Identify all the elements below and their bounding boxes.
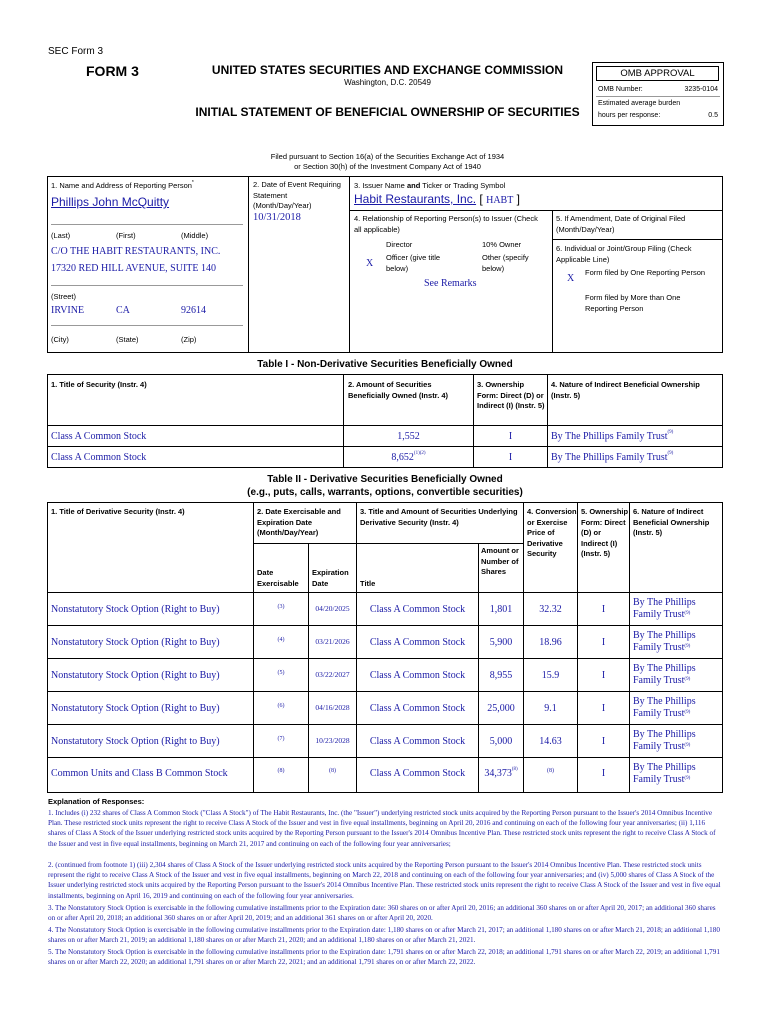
filed-pursuant-1: Filed pursuant to Section 16(a) of the Securities Exchange Act of 1934 bbox=[270, 152, 505, 161]
box1-label: 1. Name and Address of Reporting Person* bbox=[51, 180, 194, 190]
table2-row-5-price: 14.63 bbox=[539, 736, 562, 747]
table2-header-ownership: 5. Ownership Form: Direct (D) or Indirect (I) (Instr. 5) bbox=[581, 507, 629, 558]
table2-row-3-amount: 8,955 bbox=[489, 670, 513, 681]
zip-value: 92614 bbox=[181, 305, 206, 316]
table1-row-1-form: I bbox=[508, 431, 513, 442]
ten-percent-owner-label: 10% Owner bbox=[482, 240, 522, 249]
table2-row-2-exercisable: (4) bbox=[277, 637, 285, 643]
last-label: (Last) bbox=[51, 231, 71, 240]
table2-row-4-underlying: Class A Common Stock bbox=[369, 703, 466, 714]
omb-number-label: OMB Number: bbox=[598, 86, 643, 93]
multiple-persons-label: Form filed by More than One Reporting Person bbox=[585, 293, 681, 313]
omb-hours-value: 0.5 bbox=[708, 112, 718, 119]
table2-row-4-nature: By The Phillips Family Trust$^{(9)}$ bbox=[633, 696, 696, 719]
table2-row-4-price: 9.1 bbox=[544, 703, 557, 714]
table2-row-1-underlying: Class A Common Stock bbox=[369, 604, 466, 615]
table2-row-4-title: Nonstatutory Stock Option (Right to Buy) bbox=[51, 703, 220, 714]
first-label: (First) bbox=[116, 231, 136, 240]
box3-label: 3. Issuer Name and Ticker or Trading Symbol bbox=[354, 181, 506, 190]
table2-header-conversion: 4. Conversion or Exercise Price of Derivative Security bbox=[527, 507, 577, 558]
one-person-label: Form filed by One Reporting Person bbox=[585, 268, 706, 277]
table2-row-5-expiration: 10/23/2028 bbox=[315, 736, 350, 745]
table2-row-3-title: Nonstatutory Stock Option (Right to Buy) bbox=[51, 670, 220, 681]
officer-label: Officer (give title below) bbox=[386, 253, 441, 273]
table2-header-und-amount: Amount or Number of Shares bbox=[481, 546, 519, 576]
table2-row-6-underlying: Class A Common Stock bbox=[369, 768, 466, 779]
table2-row-5-form: I bbox=[601, 736, 606, 747]
table1-title: Table I - Non-Derivative Securities Beneficially Owned bbox=[257, 359, 513, 370]
table2-title: Table II - Derivative Securities Beneficially Owned bbox=[267, 474, 503, 485]
ticker-symbol: HABT bbox=[486, 195, 514, 206]
table2-row-4-amount: 25,000 bbox=[487, 703, 515, 714]
table2-row-2-form: I bbox=[601, 637, 606, 648]
table2-header-underlying: 3. Title and Amount of Securities Underlying Derivative Security (Instr. 4) bbox=[360, 507, 518, 527]
street-label: (Street) bbox=[51, 292, 77, 301]
table2-header-dates: 2. Date Exercisable and Expiration Date (Month/Day/Year) bbox=[257, 507, 341, 537]
table2-header-date-exercisable: Date Exercisable bbox=[257, 568, 299, 588]
footnote-4: 4. The Nonstatutory Stock Option is exercisable in the following cumulative installments prior to the Expiration date: 1,180 shares on or after March 21, 2017; an additional 1,180 shares on or after March 21, 2018; an additional 1,180 shares on or after March 21, 2019; an additional 1,180 shares on or after March 21, 2020; and an additional 1,180 shares on or after March 21, 2021. bbox=[48, 926, 720, 945]
table1-header-nature: 4. Nature of Indirect Beneficial Ownership (Instr. 5) bbox=[551, 380, 700, 400]
table2-row-5-amount: 5,000 bbox=[489, 736, 513, 747]
sec-form-label: SEC Form 3 bbox=[48, 46, 104, 57]
omb-approval-box bbox=[592, 62, 724, 126]
table1-row-2-amount: $8,652^{(1)(2)}$ bbox=[391, 451, 426, 463]
table2-row-1-amount: 1,801 bbox=[489, 604, 513, 615]
table2-row-1-form: I bbox=[601, 604, 606, 615]
table2-row-2-price: 18.96 bbox=[539, 637, 562, 648]
table1-header-ownership: 3. Ownership Form: Direct (D) or Indirect (I) (Instr. 5) bbox=[477, 380, 545, 410]
address-line-1: C/O THE HABIT RESTAURANTS, INC. bbox=[51, 246, 221, 257]
table2-row-2-underlying: Class A Common Stock bbox=[369, 637, 466, 648]
table2-header-und-title: Title bbox=[360, 579, 376, 588]
table2-row-1-expiration: 04/20/2025 bbox=[315, 604, 350, 613]
table2-row-2-amount: 5,900 bbox=[489, 637, 513, 648]
box5-label: 5. If Amendment, Date of Original Filed (Month/Day/Year) bbox=[556, 214, 686, 234]
table1-row-2-title: Class A Common Stock bbox=[51, 452, 147, 463]
table2-row-4-expiration: 04/16/2028 bbox=[315, 703, 350, 712]
table2-header-expiration: Expiration Date bbox=[312, 568, 349, 588]
table2-header-title: 1. Title of Derivative Security (Instr. 4) bbox=[51, 507, 185, 516]
table1-header-title: 1. Title of Security (Instr. 4) bbox=[51, 380, 147, 389]
omb-title: OMB APPROVAL bbox=[596, 66, 719, 81]
table2-row-3-nature: By The Phillips Family Trust$^{(9)}$ bbox=[633, 663, 696, 686]
statement-title: INITIAL STATEMENT OF BENEFICIAL OWNERSHIP OF SECURITIES bbox=[195, 105, 580, 119]
footnote-1: 1. Includes (i) 232 shares of Class A Common Stock ("Class A Stock") of The Habit Restaurants, Inc. (the "Issuer") underlying restricted stock units acquired by the Reporting Person pursuant to the Issuer's 2014 Omnibus Incentive Plan. These restricted stock units represent the right to receive Class A Stock of the Issuer and vest in five equal installments, beginning on April 20, 2016 and continuing on each of the following four year anniversaries; (ii) 1,116 shares of Class A Stock of the Issuer underlying restricted stock units acquired by the Reporting Person pursuant to the Issuer's 2014 Omnibus Incentive Plan. These restricted stock units represent the right to receive Class A Stock of the Issuer and vest in five equal installments, beginning on March 21, 2017 and continuing on each of the following four year anniversaries; bbox=[48, 809, 716, 848]
form-title: FORM 3 bbox=[86, 63, 139, 79]
footnote-5: 5. The Nonstatutory Stock Option is exercisable in the following cumulative installments prior to the Expiration date: 1,791 shares on or after March 22, 2018; an additional 1,791 shares on or after March 22, 2019; an additional 1,791 shares on or after March 22, 2020; an additional 1,791 shares on or after March 22, 2021; and an additional 1,791 shares on or after March 22, 2022. bbox=[48, 948, 720, 967]
event-date: 10/31/2018 bbox=[253, 212, 301, 223]
table2-row-6-expiration: (8) bbox=[329, 768, 336, 774]
other-label: Other (specify below) bbox=[482, 253, 529, 273]
state-label: (State) bbox=[116, 335, 139, 344]
table2-row-5-underlying: Class A Common Stock bbox=[369, 736, 466, 747]
table2-row-1-title: Nonstatutory Stock Option (Right to Buy) bbox=[51, 604, 220, 615]
officer-checkmark: X bbox=[366, 258, 374, 269]
table2-row-6-price: (8) bbox=[547, 768, 554, 774]
table2-row-5-nature: By The Phillips Family Trust$^{(9)}$ bbox=[633, 729, 696, 752]
zip-label: (Zip) bbox=[181, 335, 197, 344]
agency-city: Washington, D.C. 20549 bbox=[344, 78, 431, 87]
table2-row-1-exercisable: (3) bbox=[277, 604, 285, 610]
table2-row-5-exercisable: (7) bbox=[277, 736, 285, 742]
one-person-checkmark: X bbox=[567, 273, 575, 284]
table2-row-4-form: I bbox=[601, 703, 606, 714]
middle-label: (Middle) bbox=[181, 231, 209, 240]
table2-row-6-amount: 34,373$^{(8)}$ bbox=[484, 767, 518, 779]
table2-row-6-exercisable: (8) bbox=[277, 768, 285, 774]
table2-subtitle: (e.g., puts, calls, warrants, options, convertible securities) bbox=[247, 487, 523, 498]
box2-label: 2. Date of Event Requiring Statement (Month/Day/Year) bbox=[253, 180, 341, 210]
table2-row-2-expiration: 03/21/2026 bbox=[315, 637, 350, 646]
footnote-2: 2. (continued from footnote 1) (iii) 2,304 shares of Class A Stock of the Issuer underlying restricted stock units acquired by the Reporting Person pursuant to the Issuer's 2014 Omnibus Incentive Plan. These restricted stock units represent the right to receive Class A Stock of the Issuer and vest in five equal installments, beginning on March 22, 2018 and continuing on each of the following four year anniversaries; and (iv) 5,000 shares of Class A Stock of the Issuer underlying restricted stock units acquired by the Reporting Person pursuant to the Issuer's 2014 Omnibus Incentive Plan. These restricted stock units represent the right to receive Class A Stock of the Issuer and vest in five equal installments, beginning on April 16, 2019 and continuing on each of the following four year anniversaries. bbox=[48, 861, 721, 900]
agency-title: UNITED STATES SECURITIES AND EXCHANGE COMMISSION bbox=[211, 63, 564, 77]
table1-row-1-nature: By The Phillips Family Trust$^{(9)}$ bbox=[551, 430, 674, 442]
director-label: Director bbox=[386, 240, 413, 249]
table2-row-2-nature: By The Phillips Family Trust$^{(9)}$ bbox=[633, 630, 696, 653]
table1-row-1-amount: 1,552 bbox=[397, 431, 420, 442]
footnote-3: 3. The Nonstatutory Stock Option is exercisable in the following cumulative installments prior to the Expiration date: 360 shares on or after April 20, 2016; an additional 360 shares on or after April 20, 2017; an additional 360 shares on or after April 20, 2018; an additional 360 shares on or after April 20, 2019; and an additional 361 shares on or after April 20, 2020. bbox=[48, 904, 716, 923]
table1-row-2-form: I bbox=[508, 452, 513, 463]
issuer-name-link[interactable]: Habit Restaurants, Inc. bbox=[354, 192, 477, 206]
table2-row-6-title: Common Units and Class B Common Stock bbox=[51, 768, 228, 779]
table2-row-3-form: I bbox=[601, 670, 606, 681]
table2-row-1-nature: By The Phillips Family Trust$^{(9)}$ bbox=[633, 597, 696, 620]
box4-label: 4. Relationship of Reporting Person(s) to Issuer (Check all applicable) bbox=[354, 214, 538, 234]
city-label: (City) bbox=[51, 335, 69, 344]
table2-row-6-nature: By The Phillips Family Trust$^{(9)}$ bbox=[633, 762, 696, 785]
table1-row-2-nature: By The Phillips Family Trust$^{(9)}$ bbox=[551, 451, 674, 463]
table2-row-3-underlying: Class A Common Stock bbox=[369, 670, 466, 681]
issuer-line: Habit Restaurants, Inc. [ HABT ] bbox=[354, 192, 521, 206]
state-value: CA bbox=[116, 305, 130, 316]
omb-burden-label: Estimated average burden bbox=[598, 100, 681, 107]
table2-row-5-title: Nonstatutory Stock Option (Right to Buy) bbox=[51, 736, 220, 747]
table2-row-3-price: 15.9 bbox=[541, 670, 560, 681]
explanation-title: Explanation of Responses: bbox=[48, 797, 145, 806]
table2-row-1-price: 32.32 bbox=[539, 604, 562, 615]
omb-hours-label: hours per response: bbox=[598, 112, 661, 119]
city-value: IRVINE bbox=[51, 305, 85, 316]
table2-row-6-form: I bbox=[601, 768, 606, 779]
officer-title: See Remarks bbox=[424, 278, 477, 289]
reporting-person-name[interactable]: Phillips John McQuitty bbox=[51, 195, 170, 209]
filed-pursuant-2: or Section 30(h) of the Investment Company Act of 1940 bbox=[294, 162, 481, 171]
table1-row-1-title: Class A Common Stock bbox=[51, 431, 147, 442]
table1-header-amount: 2. Amount of Securities Beneficially Owned (Instr. 4) bbox=[348, 380, 449, 400]
address-line-2: 17320 RED HILL AVENUE, SUITE 140 bbox=[51, 263, 216, 274]
table2-row-3-exercisable: (5) bbox=[277, 670, 285, 676]
table2-header-nature: 6. Nature of Indirect Beneficial Ownership (Instr. 5) bbox=[633, 507, 710, 537]
omb-number-value: 3235-0104 bbox=[684, 86, 718, 93]
box6-label: 6. Individual or Joint/Group Filing (Check Applicable Line) bbox=[556, 244, 692, 264]
table2-row-4-exercisable: (6) bbox=[277, 703, 285, 709]
table2-row-3-expiration: 03/22/2027 bbox=[315, 670, 350, 679]
table2-row-2-title: Nonstatutory Stock Option (Right to Buy) bbox=[51, 637, 220, 648]
